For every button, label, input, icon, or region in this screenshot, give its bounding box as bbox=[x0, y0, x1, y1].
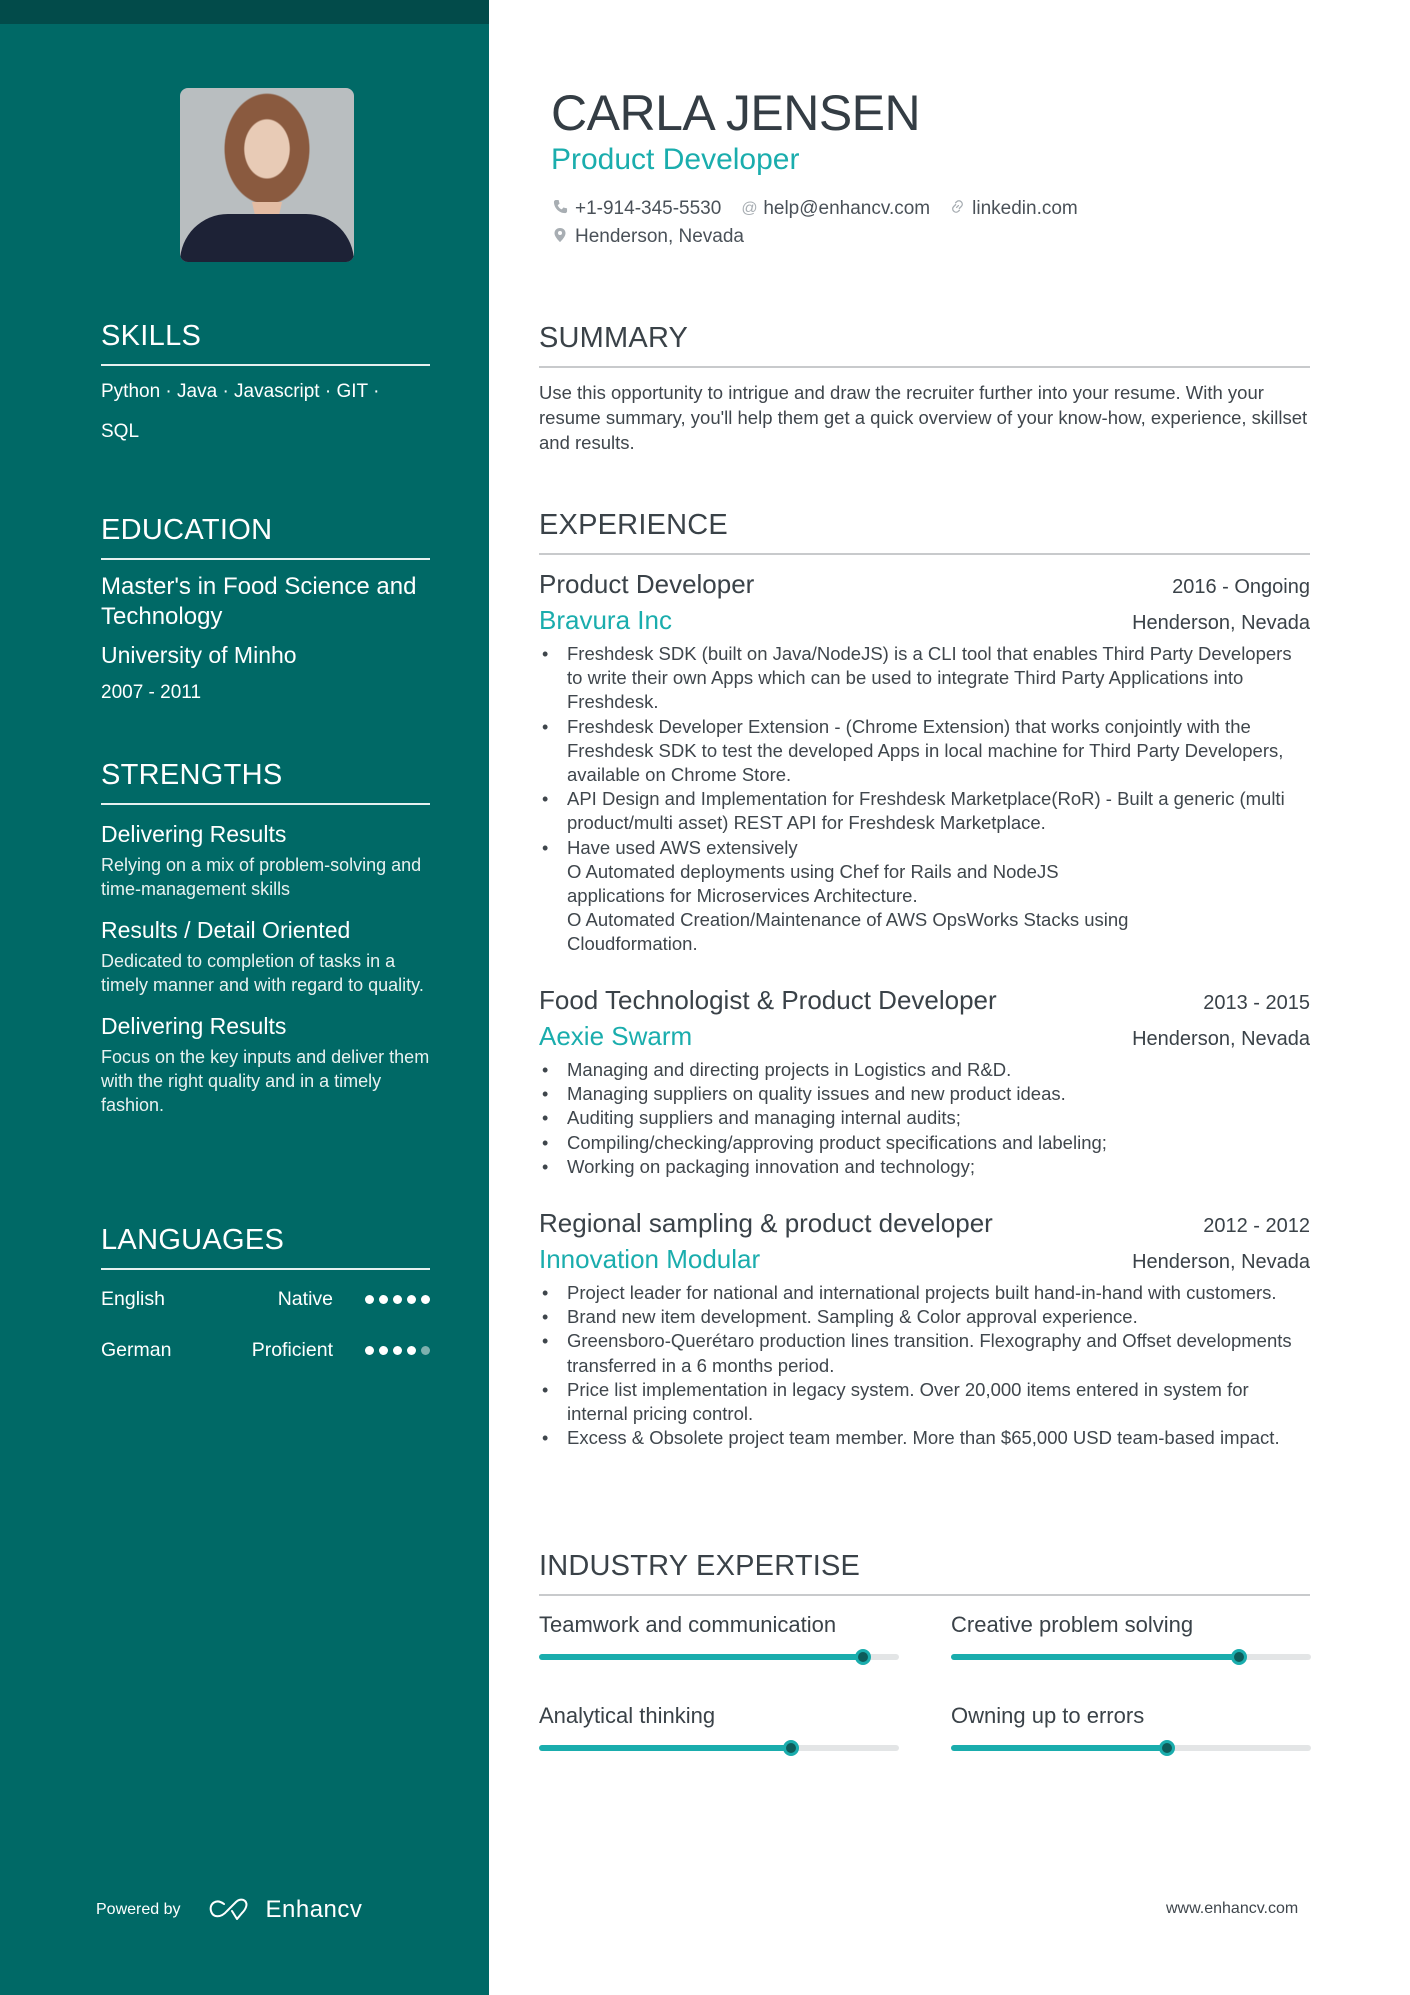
skills-section bbox=[101, 318, 430, 452]
expertise-bar-fill bbox=[539, 1654, 863, 1660]
job-dates: 2012 - 2012 bbox=[1203, 1215, 1310, 1237]
job-bullet: • Brand new item development. Sampling & Color approval experience. bbox=[539, 1305, 1310, 1329]
job-company-row bbox=[539, 1018, 1310, 1054]
skills-list bbox=[101, 372, 430, 452]
expertise-label: Analytical thinking bbox=[539, 1703, 716, 1728]
job-header-row bbox=[539, 982, 1310, 1018]
job-title: Product Developer bbox=[539, 569, 755, 599]
strength-item bbox=[101, 819, 430, 901]
language-row bbox=[101, 1325, 430, 1376]
industry-expertise-section bbox=[539, 1548, 1310, 1792]
job-company: Bravura Inc bbox=[539, 605, 672, 635]
summary-section bbox=[539, 320, 1310, 455]
strength-description: Focus on the key inputs and deliver them with the right quality and in a timely fashion. bbox=[101, 1047, 430, 1115]
strength-item bbox=[101, 1011, 430, 1117]
dot-filled-icon bbox=[365, 1295, 374, 1304]
contact-phone[interactable] bbox=[553, 198, 721, 220]
education-school: University of Minho bbox=[101, 642, 297, 668]
email-text: help@enhancv.com bbox=[763, 198, 931, 219]
languages-section bbox=[101, 1222, 430, 1376]
link-text: linkedin.com bbox=[972, 198, 1078, 219]
contact-link[interactable] bbox=[950, 198, 1078, 220]
summary-text: Use this opportunity to intrigue and draw the recruiter further into your resume. With your resume summary, you'll help them get a quick overview of your know-how, experience, skillset and results. bbox=[539, 382, 1308, 453]
dot-filled-icon bbox=[365, 1346, 374, 1355]
phone-text: +1-914-345-5530 bbox=[575, 198, 722, 219]
job-header-row bbox=[539, 566, 1310, 602]
languages-heading: LANGUAGES bbox=[101, 1222, 430, 1270]
location-text: Henderson, Nevada bbox=[575, 226, 744, 247]
language-proficiency-dots bbox=[365, 1295, 430, 1304]
expertise-bar-fill bbox=[539, 1745, 791, 1751]
candidate-title: Product Developer bbox=[551, 143, 800, 176]
dot-filled-icon bbox=[393, 1295, 402, 1304]
expertise-label: Owning up to errors bbox=[951, 1703, 1145, 1728]
contact-info bbox=[553, 195, 1098, 251]
dot-empty-icon bbox=[421, 1346, 430, 1355]
education-section bbox=[101, 512, 430, 706]
job-company-row bbox=[539, 1241, 1310, 1277]
photo-jacket bbox=[180, 214, 354, 262]
job-bullet: • Freshdesk Developer Extension - (Chrome Extension) that works conjointly with the Freshdesk SDK to test the developed Apps in local machine for Third Party Developers, available on Chrome Store. bbox=[539, 715, 1310, 788]
education-heading: EDUCATION bbox=[101, 512, 430, 560]
profile-photo bbox=[180, 88, 354, 262]
job-sub-bullet: O Automated deployments using Chef for Rails and NodeJS applications for Microservices Architecture. bbox=[567, 860, 1059, 907]
expertise-knob-icon bbox=[1231, 1649, 1247, 1665]
education-dates: 2007 - 2011 bbox=[101, 682, 202, 703]
expertise-grid bbox=[539, 1610, 1310, 1792]
job-bullet: • Project leader for national and international projects built hand-in-hand with customers. bbox=[539, 1281, 1310, 1305]
job-bullet: • Freshdesk SDK (built on Java/NodeJS) is a CLI tool that enables Third Party Developers to write their own Apps which can be used to integrate Third Party Applications into Freshdesk. bbox=[539, 642, 1310, 715]
strength-title: Delivering Results bbox=[101, 821, 287, 847]
expertise-item bbox=[539, 1610, 899, 1701]
expertise-bar bbox=[539, 1654, 899, 1660]
contact-email[interactable] bbox=[741, 198, 930, 220]
expertise-knob-icon bbox=[1159, 1740, 1175, 1756]
contact-row bbox=[553, 223, 1098, 251]
enhancv-brand-name: Enhancv bbox=[265, 1896, 363, 1923]
job-company: Innovation Modular bbox=[539, 1244, 761, 1274]
job-location: Henderson, Nevada bbox=[1132, 1251, 1310, 1273]
expertise-bar bbox=[951, 1745, 1311, 1751]
language-row bbox=[101, 1274, 430, 1325]
job-header-row bbox=[539, 1205, 1310, 1241]
expertise-item bbox=[951, 1701, 1311, 1792]
job-bullet: • Managing suppliers on quality issues and new product ideas. bbox=[539, 1082, 1310, 1106]
link-icon bbox=[950, 199, 972, 219]
expertise-bar-fill bbox=[951, 1654, 1239, 1660]
phone-icon bbox=[553, 199, 575, 219]
job-bullet-text: Have used AWS extensively bbox=[567, 836, 798, 858]
job-bullets bbox=[539, 1058, 1310, 1179]
language-name: English bbox=[101, 1288, 165, 1310]
job-bullet: • Compiling/checking/approving product specifications and labeling; bbox=[539, 1131, 1310, 1155]
sidebar-top-band bbox=[0, 0, 489, 24]
language-level: Proficient bbox=[251, 1339, 333, 1361]
experience-heading: EXPERIENCE bbox=[539, 507, 1310, 555]
contact-row bbox=[553, 195, 1098, 223]
enhancv-logo-link[interactable] bbox=[208, 1896, 363, 1924]
skills-heading: SKILLS bbox=[101, 318, 430, 366]
strength-title: Results / Detail Oriented bbox=[101, 917, 351, 943]
job-bullet: • API Design and Implementation for Freshdesk Marketplace(RoR) - Built a generic (multi product/multi asset) REST API for Freshdesk Marketplace. bbox=[539, 787, 1310, 835]
expertise-bar bbox=[951, 1654, 1311, 1660]
summary-heading: SUMMARY bbox=[539, 320, 1310, 368]
job-bullet bbox=[539, 836, 1310, 957]
job-entry bbox=[539, 1205, 1310, 1450]
job-bullet: • Working on packaging innovation and technology; bbox=[539, 1155, 1310, 1179]
job-company-row bbox=[539, 602, 1310, 638]
education-degree: Master's in Food Science and Technology bbox=[101, 573, 417, 630]
skills-line-1: Python · Java · Javascript · GIT · bbox=[101, 381, 380, 402]
candidate-name: CARLA JENSEN bbox=[551, 85, 921, 141]
dot-filled-icon bbox=[393, 1346, 402, 1355]
dot-filled-icon bbox=[421, 1295, 430, 1304]
job-dates: 2013 - 2015 bbox=[1203, 992, 1310, 1014]
job-bullets bbox=[539, 1281, 1310, 1450]
language-name: German bbox=[101, 1339, 172, 1361]
job-location: Henderson, Nevada bbox=[1132, 612, 1310, 634]
dot-filled-icon bbox=[379, 1295, 388, 1304]
strength-description: Relying on a mix of problem-solving and time-management skills bbox=[101, 855, 422, 899]
dot-filled-icon bbox=[407, 1295, 416, 1304]
language-level: Native bbox=[277, 1288, 333, 1310]
expertise-item bbox=[951, 1610, 1311, 1701]
job-location: Henderson, Nevada bbox=[1132, 1028, 1310, 1050]
powered-by bbox=[96, 1896, 362, 1924]
expertise-knob-icon bbox=[783, 1740, 799, 1756]
job-title: Food Technologist & Product Developer bbox=[539, 985, 997, 1015]
dot-filled-icon bbox=[379, 1346, 388, 1355]
job-entry bbox=[539, 982, 1310, 1179]
strength-description: Dedicated to completion of tasks in a timely manner and with regard to quality. bbox=[101, 951, 424, 995]
job-dates: 2016 - Ongoing bbox=[1172, 576, 1310, 598]
job-bullet: • Excess & Obsolete project team member. More than $65,000 USD team-based impact. bbox=[539, 1426, 1310, 1450]
job-bullets bbox=[539, 642, 1310, 957]
expertise-bar-fill bbox=[951, 1745, 1167, 1751]
at-icon: @ bbox=[741, 200, 758, 217]
language-proficiency-dots bbox=[365, 1346, 430, 1355]
contact-location bbox=[553, 226, 744, 248]
expertise-bar bbox=[539, 1745, 899, 1751]
experience-section bbox=[539, 507, 1310, 555]
job-title: Regional sampling & product developer bbox=[539, 1208, 993, 1238]
strengths-heading: STRENGTHS bbox=[101, 757, 430, 805]
job-bullet: • Price list implementation in legacy system. Over 20,000 items entered in system for internal pricing control. bbox=[539, 1378, 1310, 1426]
job-entry bbox=[539, 566, 1310, 957]
industry-expertise-heading: INDUSTRY EXPERTISE bbox=[539, 1548, 1310, 1596]
job-bullet: • Auditing suppliers and managing internal audits; bbox=[539, 1106, 1310, 1130]
strength-item bbox=[101, 915, 430, 997]
footer-url-link[interactable]: www.enhancv.com bbox=[1166, 1900, 1299, 1917]
job-sub-bullet: O Automated Creation/Maintenance of AWS OpsWorks Stacks using Cloudformation. bbox=[567, 909, 1129, 955]
enhancv-logo-icon bbox=[208, 1898, 254, 1922]
location-pin-icon bbox=[553, 227, 575, 248]
expertise-label: Creative problem solving bbox=[951, 1612, 1194, 1637]
job-company: Aexie Swarm bbox=[539, 1021, 693, 1051]
expertise-item bbox=[539, 1701, 899, 1792]
strength-title: Delivering Results bbox=[101, 1013, 287, 1039]
job-bullet: • Managing and directing projects in Logistics and R&D. bbox=[539, 1058, 1310, 1082]
expertise-knob-icon bbox=[855, 1649, 871, 1665]
strengths-section bbox=[101, 757, 430, 1117]
skills-line-2: SQL bbox=[101, 421, 140, 442]
dot-filled-icon bbox=[407, 1346, 416, 1355]
job-bullet: • Greensboro-Querétaro production lines transition. Flexography and Offset developments transferred in a 6 months period. bbox=[539, 1329, 1310, 1377]
sidebar bbox=[0, 0, 489, 1995]
expertise-label: Teamwork and communication bbox=[539, 1612, 837, 1637]
powered-by-label: Powered by bbox=[96, 1901, 181, 1918]
